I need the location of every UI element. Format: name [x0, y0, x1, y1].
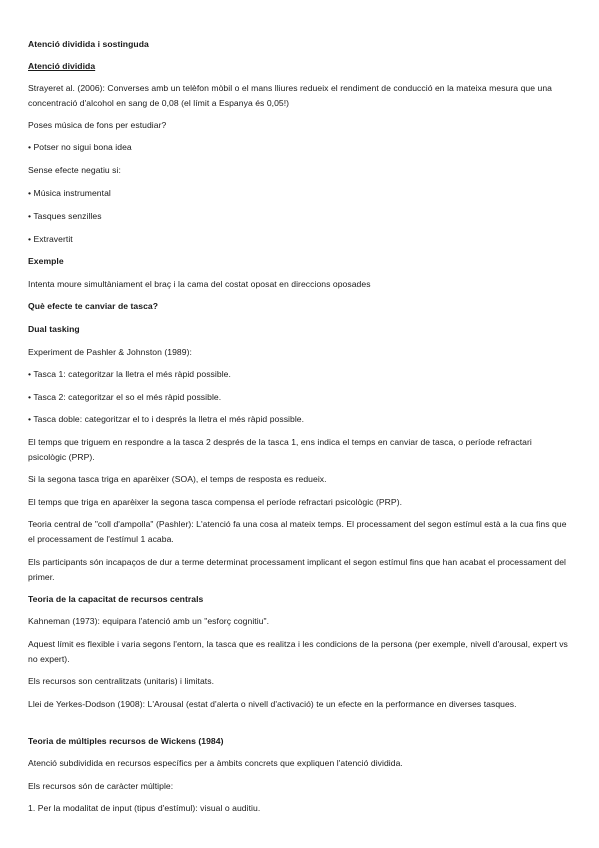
- paragraph-strayer: Strayeret al. (2006): Converses amb un telèfon mòbil o el mans lliures redueix el rendiment de conducció en la mateixa mesura que una concentració d'alcohol en sang de 0,08 (el límit a Espanya és 0,05!): [28, 83, 552, 108]
- paragraph-pashler-experiment: Experiment de Pashler & Johnston (1989):: [28, 347, 192, 357]
- paragraph-prp: El temps que triguem en respondre a la tasca 2 després de la tasca 1, ens indica el temps en canviar de tasca, o període refractari psicològic (PRP).: [28, 437, 532, 462]
- paragraph-multiple-resources: Els recursos són de caràcter múltiple:: [28, 781, 174, 791]
- document-title: Atenció dividida i sostinguda: [28, 39, 149, 49]
- paragraph-yerkes-dodson: Llei de Yerkes-Dodson (1908): L'Arousal (estat d'alerta o nivell d'activació) te un efecte en la performance en diverses tasques.: [28, 699, 517, 709]
- bullet-double-task: • Tasca doble: categoritzar el to i després la lletra el més ràpid possible.: [28, 414, 305, 424]
- paragraph-resources: Els recursos son centralitzats (unitaris) i limitats.: [28, 676, 215, 686]
- paragraph-no-negative-effect: Sense efecte negatiu si:: [28, 165, 121, 175]
- paragraph-bottleneck: Teoria central de "coll d'ampolla" (Pashler): L'atenció fa una cosa al mateix temps. El processament del segon estímul està a la cua fins que el processament de l'estímul 1 acaba.: [28, 519, 567, 544]
- bullet-extravert: • Extravertit: [28, 234, 73, 244]
- heading-dual-tasking: Dual tasking: [28, 324, 80, 334]
- paragraph-example: Intenta moure simultàniament el braç i la cama del costat oposat en direccions oposades: [28, 279, 371, 289]
- paragraph-kahneman: Kahneman (1973): equipara l'atenció amb un "esforç cognitiu".: [28, 616, 270, 626]
- bullet-not-good-idea: • Potser no sigui bona idea: [28, 142, 132, 152]
- bullet-task-2: • Tasca 2: categoritzar el so el més ràpid possible.: [28, 392, 222, 402]
- paragraph-compensate: El temps que triga en aparèixer la segona tasca compensa el període refractari psicològic (PRP).: [28, 497, 403, 507]
- heading-wickens: Teoria de múltiples recursos de Wickens (1984): [28, 736, 224, 746]
- paragraph-input-modality: 1. Per la modalitat de input (tipus d'estímul): visual o auditiu.: [28, 803, 261, 813]
- bullet-simple-tasks: • Tasques senzilles: [28, 211, 102, 221]
- bullet-instrumental-music: • Música instrumental: [28, 188, 111, 198]
- section-heading-divided-attention: Atenció dividida: [28, 61, 96, 71]
- heading-capacity-theory: Teoria de la capacitat de recursos centrals: [28, 594, 204, 604]
- bullet-task-1: • Tasca 1: categoritzar la lletra el més ràpid possible.: [28, 369, 231, 379]
- paragraph-subdivided: Atenció subdividida en recursos específics per a àmbits concrets que expliquen l'atenció dividida.: [28, 758, 403, 768]
- heading-task-switch: Què efecte te canviar de tasca?: [28, 301, 159, 311]
- heading-example: Exemple: [28, 256, 64, 266]
- paragraph-music-question: Poses música de fons per estudiar?: [28, 120, 167, 130]
- paragraph-flexible-limit: Aquest límit es flexible i varia segons l'entorn, la tasca que es realitza i les condicions de la persona (per exemple, nivell d'arousal, expert vs no expert).: [28, 639, 568, 664]
- paragraph-participants: Els participants són incapaços de dur a terme determinat processament implicant el segon estímul fins que han acabat el processament del primer.: [28, 557, 566, 582]
- paragraph-soa: Si la segona tasca triga en aparèixer (SOA), el temps de resposta es redueix.: [28, 474, 327, 484]
